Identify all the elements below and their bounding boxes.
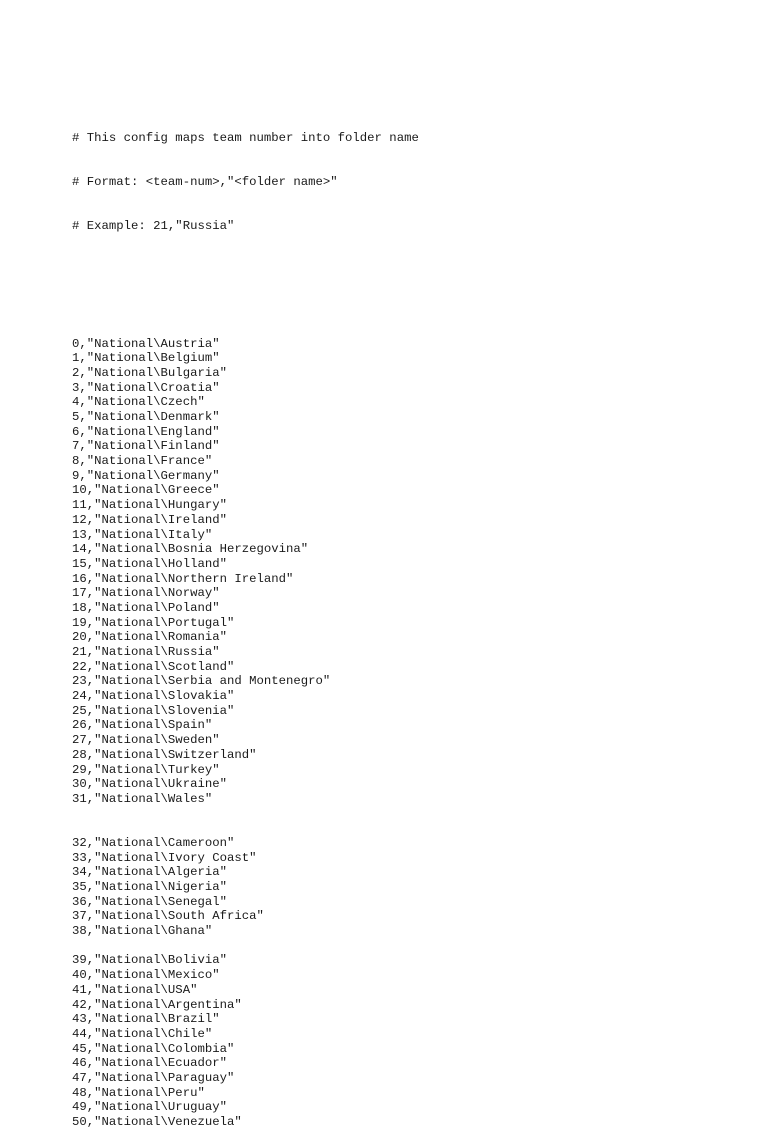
team-mapping-line: 3,"National\Croatia" xyxy=(72,380,220,395)
team-mapping-line: 17,"National\Norway" xyxy=(72,586,220,601)
team-mapping-line: 28,"National\Switzerland" xyxy=(72,747,257,762)
team-mapping-line: 23,"National\Serbia and Montenegro" xyxy=(72,674,331,689)
team-mapping-line: 34,"National\Algeria" xyxy=(72,865,227,880)
team-mapping-line: 48,"National\Peru" xyxy=(72,1085,205,1100)
team-mapping-line: 19,"National\Portugal" xyxy=(72,615,235,630)
team-mapping-line: 40,"National\Mexico" xyxy=(72,968,220,983)
team-mapping-line: 49,"National\Uruguay" xyxy=(72,1100,227,1115)
team-mapping-line: 36,"National\Senegal" xyxy=(72,894,227,909)
comment-line: # Format: <team-num>,"<folder name>" xyxy=(72,174,338,189)
team-mapping-line: 32,"National\Cameroon" xyxy=(72,835,235,850)
team-mapping-line: 50,"National\Venezuela" xyxy=(72,1115,242,1130)
team-mapping-line: 0,"National\Austria" xyxy=(72,336,220,351)
team-mapping-line: 39,"National\Bolivia" xyxy=(72,953,227,968)
team-section xyxy=(72,953,752,1129)
team-mapping-line: 5,"National\Denmark" xyxy=(72,410,220,425)
team-mapping-line: 8,"National\France" xyxy=(72,454,213,469)
team-mapping-line: 25,"National\Slovenia" xyxy=(72,703,235,718)
team-mapping-line: 29,"National\Turkey" xyxy=(72,762,220,777)
team-mapping-line: 16,"National\Northern Ireland" xyxy=(72,571,294,586)
team-mapping-line: 46,"National\Ecuador" xyxy=(72,1056,227,1071)
team-mapping-line: 24,"National\Slovakia" xyxy=(72,689,235,704)
team-mapping-line: 33,"National\Ivory Coast" xyxy=(72,850,257,865)
team-mapping-line: 2,"National\Bulgaria" xyxy=(72,365,227,380)
team-mapping-line: 6,"National\England" xyxy=(72,424,220,439)
team-mapping-line: 15,"National\Holland" xyxy=(72,556,227,571)
team-section xyxy=(72,836,752,939)
header-comment xyxy=(72,101,752,263)
team-mapping-line: 41,"National\USA" xyxy=(72,982,198,997)
team-mapping-line: 20,"National\Romania" xyxy=(72,630,227,645)
team-mapping-line: 13,"National\Italy" xyxy=(72,527,213,542)
team-mapping-line: 18,"National\Poland" xyxy=(72,600,220,615)
team-mapping-line: 31,"National\Wales" xyxy=(72,791,213,806)
blank-line xyxy=(72,939,752,954)
team-mapping-line: 7,"National\Finland" xyxy=(72,439,220,454)
team-mapping-line: 21,"National\Russia" xyxy=(72,645,220,660)
team-mapping-line: 30,"National\Ukraine" xyxy=(72,777,227,792)
team-mapping-line: 4,"National\Czech" xyxy=(72,395,205,410)
team-mapping-line: 26,"National\Spain" xyxy=(72,718,213,733)
team-mapping-line: 37,"National\South Africa" xyxy=(72,909,264,924)
team-mapping-line: 44,"National\Chile" xyxy=(72,1026,213,1041)
team-mapping-line: 9,"National\Germany" xyxy=(72,468,220,483)
team-mapping-line: 38,"National\Ghana" xyxy=(72,924,213,939)
team-mapping-line: 45,"National\Colombia" xyxy=(72,1041,235,1056)
team-mapping-line: 27,"National\Sweden" xyxy=(72,733,220,748)
team-mapping-line: 22,"National\Scotland" xyxy=(72,659,235,674)
team-mapping-line: 35,"National\Nigeria" xyxy=(72,880,227,895)
team-mapping-line: 1,"National\Belgium" xyxy=(72,351,220,366)
team-mapping-line: 12,"National\Ireland" xyxy=(72,512,227,527)
comment-line: # Example: 21,"Russia" xyxy=(72,219,235,233)
team-mapping-line: 14,"National\Bosnia Herzegovina" xyxy=(72,542,309,557)
blank-line xyxy=(72,293,752,308)
team-mapping-line: 42,"National\Argentina" xyxy=(72,997,242,1012)
team-mapping-line: 10,"National\Greece" xyxy=(72,483,220,498)
team-mapping-sections xyxy=(72,337,752,1130)
config-document xyxy=(72,72,752,1144)
blank-line xyxy=(72,807,752,822)
team-mapping-line: 43,"National\Brazil" xyxy=(72,1012,220,1027)
team-mapping-line: 11,"National\Hungary" xyxy=(72,498,227,513)
team-section xyxy=(72,337,752,807)
comment-line: # This config maps team number into folder name xyxy=(72,130,419,145)
team-mapping-line: 47,"National\Paraguay" xyxy=(72,1070,235,1085)
blank-line xyxy=(72,821,752,836)
